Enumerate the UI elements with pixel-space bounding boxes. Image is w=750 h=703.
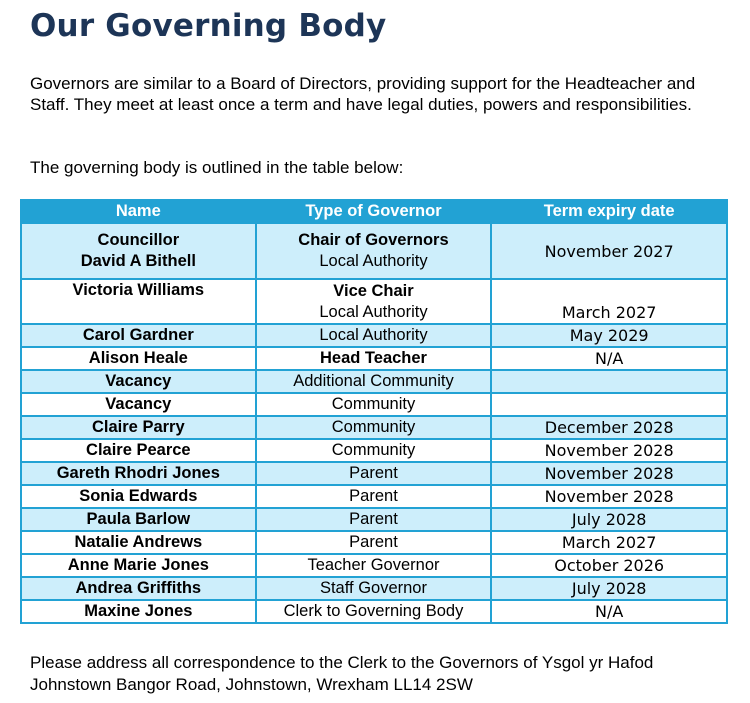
table-row xyxy=(21,531,727,554)
cell-expiry: November 2027 xyxy=(491,223,727,279)
cell-expiry xyxy=(491,370,727,393)
type-line-2: Local Authority xyxy=(319,302,428,321)
header-type: Type of Governor xyxy=(256,200,492,223)
header-expiry: Term expiry date xyxy=(491,200,727,223)
cell-type: Local Authority xyxy=(256,324,492,347)
cell-name: Alison Heale xyxy=(21,347,256,370)
cell-expiry: November 2028 xyxy=(491,439,727,462)
governors-table xyxy=(20,199,728,624)
cell-name: Vacancy xyxy=(21,370,256,393)
cell-expiry: May 2029 xyxy=(491,324,727,347)
cell-name: Gareth Rhodri Jones xyxy=(21,462,256,485)
table-row xyxy=(21,223,727,279)
table-row xyxy=(21,577,727,600)
cell-expiry xyxy=(491,393,727,416)
table-row xyxy=(21,370,727,393)
cell-expiry: November 2028 xyxy=(491,462,727,485)
cell-type: Parent xyxy=(256,485,492,508)
name-line-1: Victoria Williams xyxy=(72,281,205,299)
type-line-2: Local Authority xyxy=(319,252,428,270)
table-row xyxy=(21,439,727,462)
cell-type: Staff Governor xyxy=(256,577,492,600)
cell-type: Parent xyxy=(256,508,492,531)
cell-type xyxy=(256,279,492,324)
cell-expiry: November 2028 xyxy=(491,485,727,508)
intro-paragraph: Governors are similar to a Board of Directors, providing support for the Headteacher and Staff. They meet at least once a term and have legal duties, powers and responsibilities. xyxy=(30,74,696,114)
name-line-1: Councillor xyxy=(97,231,180,249)
cell-type: Community xyxy=(256,439,492,462)
table-row xyxy=(21,485,727,508)
table-header-row xyxy=(21,200,727,223)
table-lead-text: The governing body is outlined in the table below: xyxy=(30,158,404,177)
page-title: Our Governing Body xyxy=(30,8,387,44)
cell-expiry: July 2028 xyxy=(491,577,727,600)
header-name: Name xyxy=(21,200,256,223)
table-row xyxy=(21,279,727,324)
cell-expiry: July 2028 xyxy=(491,508,727,531)
cell-type xyxy=(256,223,492,279)
cell-type: Community xyxy=(256,393,492,416)
cell-name xyxy=(21,223,256,279)
table-row xyxy=(21,416,727,439)
cell-name: Natalie Andrews xyxy=(21,531,256,554)
cell-name: Vacancy xyxy=(21,393,256,416)
cell-name xyxy=(21,279,256,324)
table-row xyxy=(21,600,727,623)
cell-name: Paula Barlow xyxy=(21,508,256,531)
cell-name: Andrea Griffiths xyxy=(21,577,256,600)
table-row xyxy=(21,347,727,370)
cell-expiry: N/A xyxy=(491,347,727,370)
cell-name: Carol Gardner xyxy=(21,324,256,347)
cell-expiry: December 2028 xyxy=(491,416,727,439)
cell-type: Teacher Governor xyxy=(256,554,492,577)
cell-name: Claire Parry xyxy=(21,416,256,439)
footer-line-2: Johnstown Bangor Road, Johnstown, Wrexham LL14 2SW xyxy=(30,675,473,694)
table-row xyxy=(21,554,727,577)
type-line-1: Vice Chair xyxy=(333,281,414,300)
cell-type: Community xyxy=(256,416,492,439)
cell-expiry: October 2026 xyxy=(491,554,727,577)
table-row xyxy=(21,393,727,416)
table-row xyxy=(21,462,727,485)
cell-expiry: March 2027 xyxy=(491,531,727,554)
cell-name: Claire Pearce xyxy=(21,439,256,462)
table-row xyxy=(21,324,727,347)
type-line-1: Chair of Governors xyxy=(298,231,449,249)
cell-type: Parent xyxy=(256,462,492,485)
cell-expiry: N/A xyxy=(491,600,727,623)
cell-expiry: March 2027 xyxy=(491,279,727,324)
cell-name: Maxine Jones xyxy=(21,600,256,623)
cell-type: Parent xyxy=(256,531,492,554)
name-line-2: David A Bithell xyxy=(80,252,196,270)
cell-name: Sonia Edwards xyxy=(21,485,256,508)
table-row xyxy=(21,508,727,531)
footer-line-1: Please address all correspondence to the Clerk to the Governors of Ysgol yr Hafod xyxy=(30,653,654,672)
cell-type: Head Teacher xyxy=(256,347,492,370)
cell-type: Clerk to Governing Body xyxy=(256,600,492,623)
cell-type: Additional Community xyxy=(256,370,492,393)
footer-address xyxy=(30,652,740,696)
cell-name: Anne Marie Jones xyxy=(21,554,256,577)
